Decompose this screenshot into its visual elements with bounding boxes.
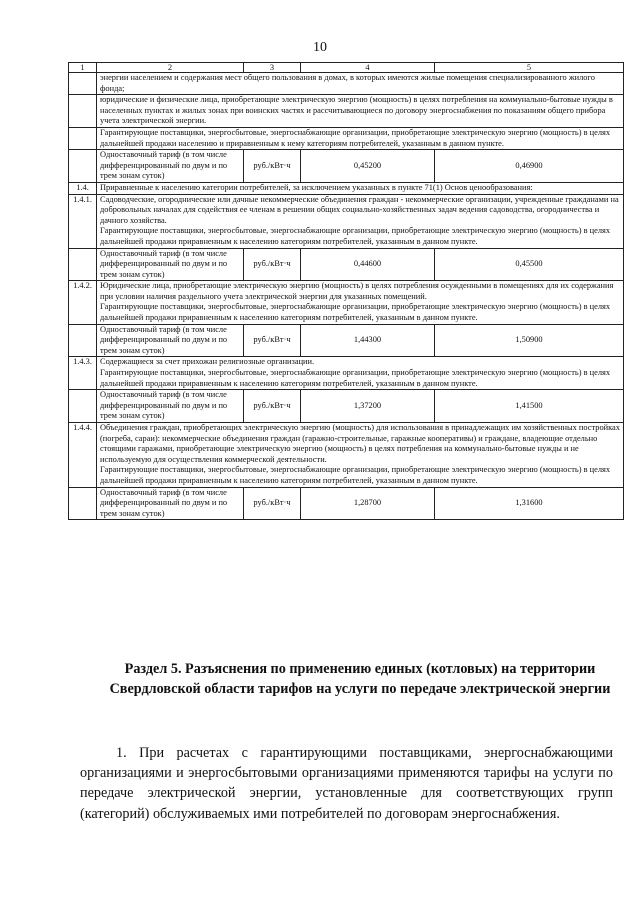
- table-header-row: [69, 63, 624, 73]
- tariff-row: [69, 390, 624, 423]
- column-header: 2: [97, 63, 244, 73]
- table-row: [69, 194, 624, 248]
- tariff-unit: руб./кВт·ч: [244, 487, 301, 520]
- row-description: [97, 281, 624, 324]
- description-paragraph: Содержащиеся за счет прихожан религиозные организации.: [100, 357, 315, 367]
- column-header: 5: [435, 63, 624, 73]
- row-number: [69, 95, 97, 128]
- tariff-description: Одноставочный тариф (в том числе дифференцированный по двум и по трем зонам суток): [97, 390, 244, 423]
- tariff-value-col5: 0,46900: [435, 150, 624, 183]
- tariff-value-col4: 0,45200: [301, 150, 435, 183]
- row-number: [69, 127, 97, 149]
- column-header: 3: [244, 63, 301, 73]
- row-description: [97, 423, 624, 488]
- column-header: 4: [301, 63, 435, 73]
- description-paragraph: энергии населением и содержания мест общего пользования в домах, в которых имеются жилые помещения специализированного жилого фонда;: [100, 73, 595, 93]
- description-paragraph: Объединения граждан, приобретающих электрическую энергию (мощность) для использования в принадлежащих им хозяйственных постройках (погреба, сараи): некоммерческие объединения граждан (гаражно-строительные, гаражные кооперативы) и граждане, владеющие отдельно стоящими гаражами, приобретающие электрическую энергию (мощность) в целях потребления на коммунально-бытовые нужды и не используемую для осуществления коммерческой деятельности.: [100, 423, 620, 464]
- table-row: [69, 182, 624, 194]
- column-header: 1: [69, 63, 97, 73]
- row-number: 1.4.1.: [69, 194, 97, 248]
- tariff-unit: руб./кВт·ч: [244, 248, 301, 281]
- tariff-value-col5: 1,50900: [435, 324, 624, 357]
- tariff-description: Одноставочный тариф (в том числе дифференцированный по двум и по трем зонам суток): [97, 248, 244, 281]
- row-number: 1.4.3.: [69, 357, 97, 390]
- row-description: [97, 182, 624, 194]
- description-paragraph: Приравненные к населению категории потребителей, за исключением указанных в пункте 71(1) Основ ценообразования:: [100, 182, 533, 192]
- table-row: [69, 95, 624, 128]
- description-paragraph: Гарантирующие поставщики, энергосбытовые, энергоснабжающие организации, приобретающие электрическую энергию (мощность) в целях дальнейшей продажи приравненным к населению категориям потребителей, указанным в данном пункте.: [100, 302, 611, 323]
- tariff-value-col4: 1,37200: [301, 390, 435, 423]
- table-row: [69, 281, 624, 324]
- description-paragraph: Гарантирующие поставщики, энергосбытовые, энергоснабжающие организации, приобретающие электрическую энергию (мощность) в целях дальнейшей продажи приравненным к населению категориям потребителей, указанным в данном пункте.: [100, 368, 611, 388]
- tariff-value-col4: 0,44600: [301, 248, 435, 281]
- tariff-unit: руб./кВт·ч: [244, 324, 301, 357]
- table-row: [69, 423, 624, 488]
- tariff-value-col4: 1,28700: [301, 487, 435, 520]
- row-number: 1.4.4.: [69, 423, 97, 488]
- row-number: 1.4.2.: [69, 281, 97, 324]
- row-number: [69, 73, 97, 95]
- row-description: [97, 357, 624, 390]
- row-number-empty: [69, 390, 97, 423]
- row-number-empty: [69, 324, 97, 357]
- row-number-empty: [69, 248, 97, 281]
- description-paragraph: Садоводческие, огороднические или дачные некоммерческие объединения граждан - некоммерческие организации, учрежденные гражданами на добровольных началах для содействия ее членам в решении общих социально-хозяйственных задач ведения садоводства, огородничества и дачного хозяйства.: [100, 194, 619, 225]
- row-description: [97, 194, 624, 248]
- table-row: [69, 73, 624, 95]
- tariff-table: [68, 62, 624, 520]
- tariff-unit: руб./кВт·ч: [244, 150, 301, 183]
- row-description: [97, 127, 624, 149]
- description-paragraph: Гарантирующие поставщики, энергосбытовые, энергоснабжающие организации, приобретающие электрическую энергию (мощность) в целях дальнейшей продажи приравненным к населению категориям потребителей, указанным в данном пункте.: [100, 226, 611, 246]
- tariff-value-col5: 1,31600: [435, 487, 624, 520]
- section-title: Раздел 5. Разъяснения по применению единых (котловых) на территории Свердловской области тарифов на услуги по передаче электрической энергии: [109, 661, 611, 697]
- description-paragraph: Гарантирующие поставщики, энергосбытовые, энергоснабжающие организации, приобретающие электрическую энергию (мощность) в целях дальнейшей продажи населению и приравненным к нему категориям потребителей, указанным в данном пункте.: [100, 127, 611, 148]
- tariff-value-col4: 1,44300: [301, 324, 435, 357]
- section-paragraph: 1. При расчетах с гарантирующими поставщиками, энергоснабжающими организациями и энергосбытовыми организациями применяются тарифы на услуги по передаче электрической энергии, установленные для соответствующих групп (категорий) обслуживаемых ими потребителей по договорам энергоснабжения.: [80, 745, 613, 822]
- tariff-description: Одноставочный тариф (в том числе дифференцированный по двум и по трем зонам суток): [97, 324, 244, 357]
- description-paragraph: юридические и физические лица, приобретающие электрическую энергию (мощность) в целях потребления на коммунально-бытовые нужды в населенных пунктах и жилых зонах при воинских частях и рассчитывающиеся по договору энергоснабжения по показаниям общего прибора учета электрической энергии.: [100, 95, 613, 126]
- tariff-value-col5: 0,45500: [435, 248, 624, 281]
- row-number: 1.4.: [69, 182, 97, 194]
- tariff-description: Одноставочный тариф (в том числе дифференцированный по двум и по трем зонам суток): [97, 150, 244, 183]
- row-number-empty: [69, 150, 97, 183]
- table-row: [69, 357, 624, 390]
- row-description: [97, 73, 624, 95]
- tariff-description: Одноставочный тариф (в том числе дифференцированный по двум и по трем зонам суток): [97, 487, 244, 520]
- row-description: [97, 95, 624, 128]
- tariff-row: [69, 324, 624, 357]
- row-number-empty: [69, 487, 97, 520]
- tariff-row: [69, 487, 624, 520]
- tariff-unit: руб./кВт·ч: [244, 390, 301, 423]
- page-number: 10: [313, 40, 327, 55]
- tariff-row: [69, 150, 624, 183]
- description-paragraph: Юридические лица, приобретающие электрическую энергию (мощность) в целях потребления осужденными в помещениях для их содержания при условии наличия раздельного учета электрической энергии для указанных помещений.: [100, 281, 614, 301]
- tariff-value-col5: 1,41500: [435, 390, 624, 423]
- table-row: [69, 127, 624, 149]
- tariff-row: [69, 248, 624, 281]
- description-paragraph: Гарантирующие поставщики, энергосбытовые, энергоснабжающие организации, приобретающие электрическую энергию (мощность) в целях дальнейшей продажи приравненным к населению категориям потребителей, указанным в данном пункте.: [100, 465, 611, 485]
